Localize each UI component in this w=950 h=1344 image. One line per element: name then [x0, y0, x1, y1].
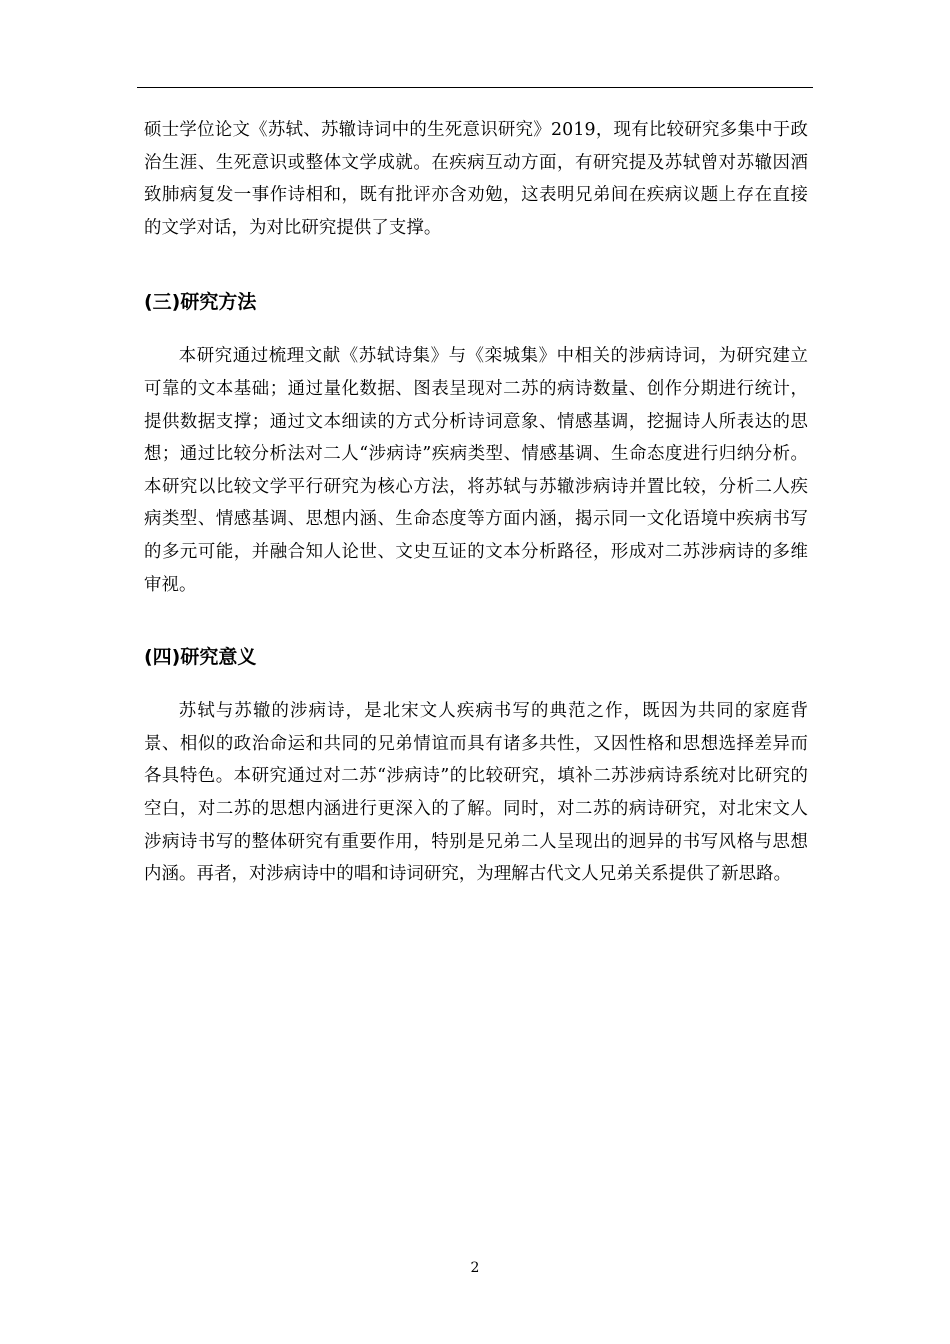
- research-method-paragraph: 本研究通过梳理文献《苏轼诗集》与《栾城集》中相关的涉病诗词，为研究建立可靠的文本基础；通过量化数据、图表呈现对二苏的病诗数量、创作分期进行统计，提供数据支撑；通过文本细读的方式分析诗词意象、情感基调，挖掘诗人所表达的思想；通过比较分析法对二人“涉病诗”疾病类型、情感基调、生命态度进行归纳分析。本研究以比较文学平行研究为核心方法，将苏轼与苏辙涉病诗并置比较，分析二人疾病类型、情感基调、思想内涵、生命态度等方面内涵，揭示同一文化语境中疾病书写的多元可能，并融合知人论世、文史互证的文本分析路径，形成对二苏涉病诗的多维审视。: [144, 346, 808, 595]
- continuation-paragraph: 硕士学位论文《苏轼、苏辙诗词中的生死意识研究》2019，现有比较研究多集中于政治生涯、生死意识或整体文学成就。在疾病互动方面，有研究提及苏轼曾对苏辙因酒致肺病复发一事作诗相和，既有批评亦含劝勉，这表明兄弟间在疾病议题上存在直接的文学对话，为对比研究提供了支撑。: [144, 120, 808, 238]
- page-content: [144, 114, 808, 891]
- section-heading-research-method: (三)研究方法: [144, 291, 257, 314]
- header-rule: [137, 87, 813, 88]
- research-significance-paragraph: 苏轼与苏辙的涉病诗，是北宋文人疾病书写的典范之作，既因为共同的家庭背景、相似的政治命运和共同的兄弟情谊而具有诸多共性，又因性格和思想选择差异而各具特色。本研究通过对二苏“涉病诗”的比较研究，填补二苏涉病诗系统对比研究的空白，对二苏的思想内涵进行更深入的了解。同时，对二苏的病诗研究，对北宋文人涉病诗书写的整体研究有重要作用，特别是兄弟二人呈现出的迥异的书写风格与思想内涵。再者，对涉病诗中的唱和诗词研究，为理解古代文人兄弟关系提供了新思路。: [144, 701, 808, 885]
- section-heading-research-significance: (四)研究意义: [144, 646, 257, 669]
- page-number: 2: [470, 1260, 480, 1276]
